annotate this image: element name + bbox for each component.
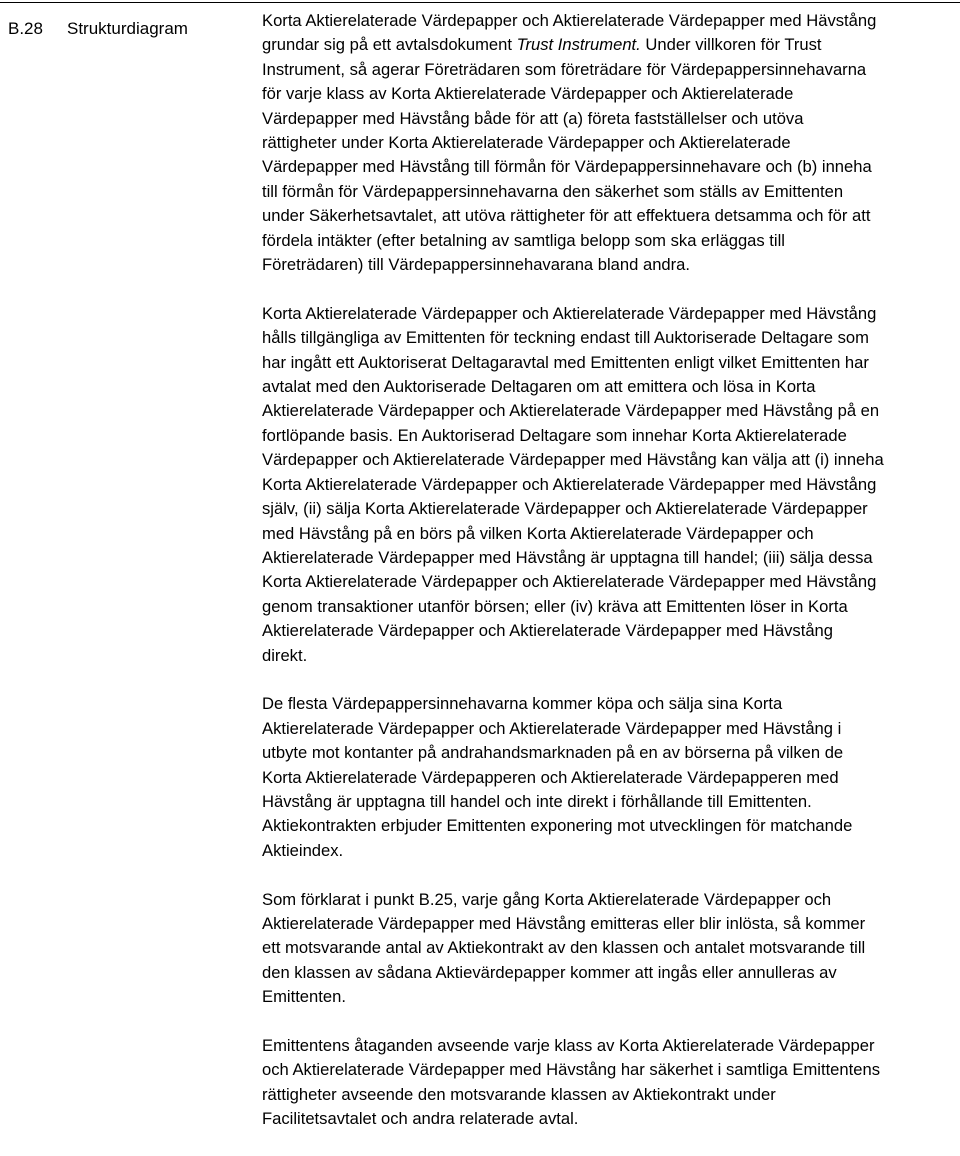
text-line: Aktiekontrakten erbjuder Emittenten exponering mot utvecklingen för matchande [262, 816, 853, 836]
text-run: Under villkoren för Trust [640, 35, 822, 55]
text-run: grundar sig på ett avtalsdokument [262, 35, 517, 55]
text-line: rättigheter under Korta Aktierelaterade Värdepapper och Aktierelaterade [262, 133, 791, 153]
text-line: Aktieindex. [262, 840, 344, 860]
text-line: fördela intäkter (efter betalning av samtliga belopp som ska erläggas till [262, 230, 785, 250]
text-line: Korta Aktierelaterade Värdepapper och Aktierelaterade Värdepapper med Hävstång [262, 303, 877, 323]
text-line: har ingått ett Auktoriserat Deltagaravtal med Emittenten enligt vilket Emittenten har [262, 352, 869, 372]
text-line: Emittenten. [262, 987, 346, 1007]
text-line: Aktierelaterade Värdepapper med Hävstång emitteras eller blir inlösta, så kommer [262, 913, 866, 933]
text-line: hålls tillgängliga av Emittenten för teckning endast till Auktoriserade Deltagare som [262, 328, 869, 348]
text-line: ett motsvarande antal av Aktiekontrakt av den klassen och antalet motsvarande till [262, 938, 866, 958]
text-line: Värdepapper och Aktierelaterade Värdepapper med Hävstång kan välja att (i) inneha [262, 450, 884, 470]
text-line: Värdepapper med Hävstång både för att (a) företa fastställelser och utöva [262, 108, 804, 128]
text-line: Företrädaren) till Värdepappersinnehavarana bland andra. [262, 255, 691, 275]
section-body [262, 9, 958, 1156]
italic-term: Trust Instrument. [516, 35, 641, 55]
text-line: Aktierelaterade Värdepapper med Hävstång är upptagna till handel; (iii) sälja dessa [262, 547, 873, 567]
paragraph-3 [262, 692, 958, 863]
text-line: Värdepapper med Hävstång till förmån för Värdepappersinnehavare och (b) inneha [262, 157, 872, 177]
text-line: Korta Aktierelaterade Värdepapper och Aktierelaterade Värdepapper med Hävstång [262, 11, 877, 30]
text-line: under Säkerhetsavtalet, att utöva rättigheter för att effektuera detsamma och för att [262, 206, 871, 226]
text-line: avtalat med den Auktoriserade Deltagaren om att emittera och lösa in Korta [262, 377, 816, 397]
text-line: Instrument, så agerar Företrädaren som företrädare för Värdepappersinnehavarna [262, 59, 867, 79]
text-line: Aktierelaterade Värdepapper och Aktierelaterade Värdepapper med Hävstång [262, 621, 834, 641]
paragraph-4 [262, 888, 958, 1010]
paragraph-2 [262, 302, 958, 668]
text-line: Hävstång är upptagna till handel och inte direkt i förhållande till Emittenten. [262, 791, 812, 811]
text-line: Facilitetsavtalet och andra relaterade avtal. [262, 1109, 579, 1129]
text-line: Korta Aktierelaterade Värdepapper och Aktierelaterade Värdepapper med Hävstång [262, 572, 877, 592]
text-line: för varje klass av Korta Aktierelaterade Värdepapper och Aktierelaterade [262, 84, 794, 104]
section-title: Strukturdiagram [67, 19, 188, 38]
text-line: Korta Aktierelaterade Värdepapperen och Aktierelaterade Värdepapperen med [262, 767, 839, 787]
text-line: med Hävstång på en börs på vilken Korta Aktierelaterade Värdepapper och [262, 523, 814, 543]
text-line: och Aktierelaterade Värdepapper med Hävstång har säkerhet i samtliga Emittentens [262, 1060, 880, 1080]
text-line: den klassen av sådana Aktievärdepapper kommer att ingås eller annulleras av [262, 962, 837, 982]
text-line: fortlöpande basis. En Auktoriserad Deltagare som innehar Korta Aktierelaterade [262, 425, 847, 445]
text-line: Aktierelaterade Värdepapper och Aktierelaterade Värdepapper med Hävstång på en [262, 401, 880, 421]
section-number: B.28 [8, 19, 43, 38]
text-line: direkt. [262, 645, 308, 665]
text-line: rättigheter avseende den motsvarande klassen av Aktiekontrakt under [262, 1084, 776, 1104]
text-line: Korta Aktierelaterade Värdepapper och Aktierelaterade Värdepapper med Hävstång [262, 474, 877, 494]
text-line [262, 33, 958, 57]
text-line: Emittentens åtaganden avseende varje klass av Korta Aktierelaterade Värdepapper [262, 1036, 875, 1055]
text-line: De flesta Värdepappersinnehavarna kommer köpa och sälja sina Korta [262, 694, 783, 714]
text-line: genom transaktioner utanför börsen; eller (iv) kräva att Emittenten löser in Korta [262, 596, 848, 616]
text-line: utbyte mot kontanter på andrahandsmarknaden på en av börserna på vilken de [262, 743, 844, 763]
text-line: till förmån för Värdepappersinnehavarna den säkerhet som ställs av Emittenten [262, 181, 844, 201]
paragraph-1 [262, 9, 958, 277]
text-line: själv, (ii) sälja Korta Aktierelaterade Värdepapper och Aktierelaterade Värdepapper [262, 499, 868, 519]
text-line: Som förklarat i punkt B.25, varje gång Korta Aktierelaterade Värdepapper och [262, 889, 832, 909]
top-rule [0, 2, 960, 3]
text-line: Aktierelaterade Värdepapper och Aktierelaterade Värdepapper med Hävstång i [262, 718, 842, 738]
